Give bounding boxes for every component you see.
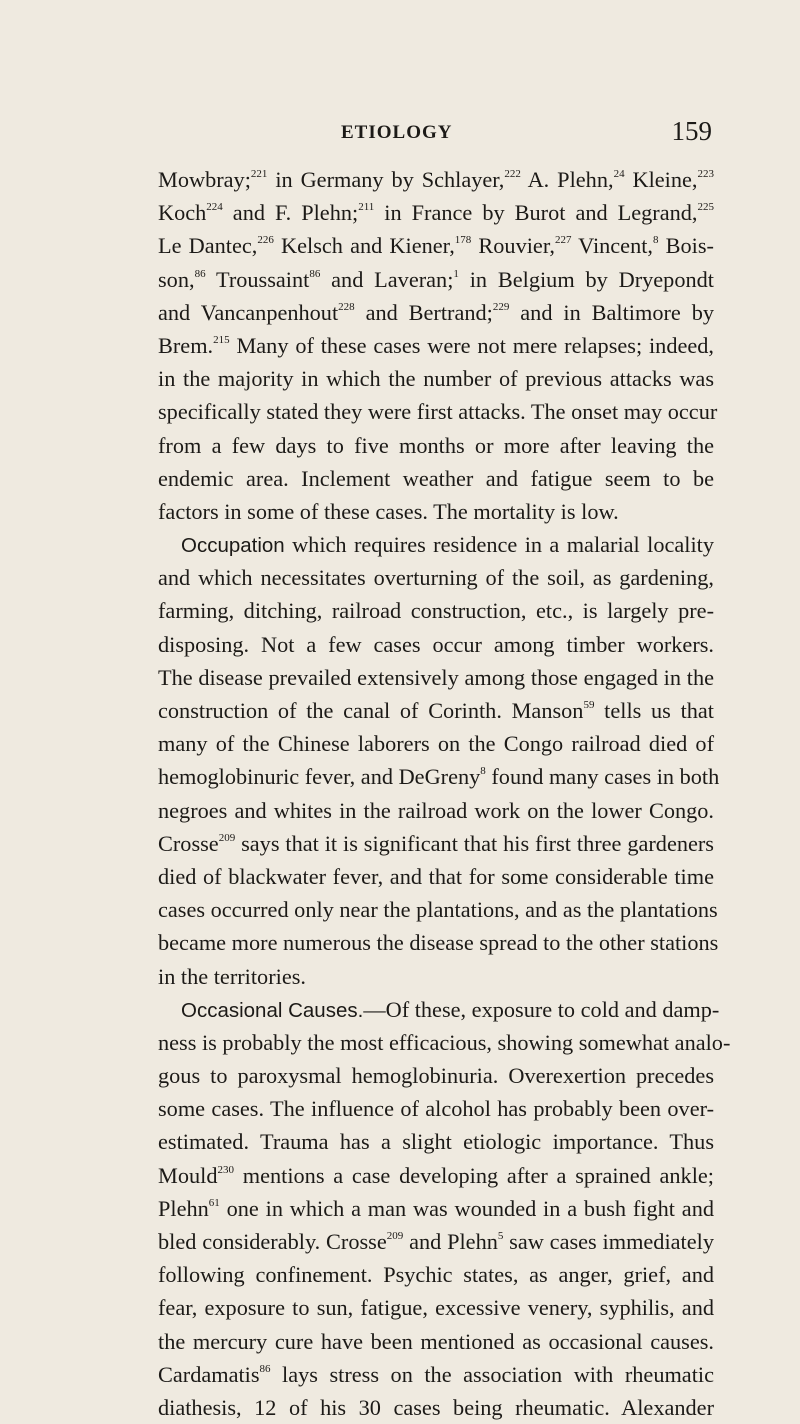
text-line: the mercury cure have been mentioned as occasional causes. [158,1328,714,1354]
text-line: and which necessitates overturning of the soil, as gardening, [158,565,714,591]
text-line: Crosse$^{209}$ says that it is significant that his first three gardeners [158,830,714,856]
section-heading-occupation: Occupation [181,534,285,558]
text-line: The disease prevailed extensively among those engaged in the [158,664,714,690]
page-header [158,116,714,156]
text-line: construction of the canal of Corinth. Manson$^{59}$ tells us that [158,698,714,723]
text-line: Mould$^{230}$ mentions a case developing after a sprained ankle; [158,1162,714,1188]
text-line: from a few days to five months or more after leaving the [158,432,714,458]
body-text [158,163,731,1424]
text-line: and Vancanpenhout$^{228}$ and Bertrand;$^{229}$ and in Baltimore by [158,299,715,325]
text-line: disposing. Not a few cases occur among timber workers. [158,631,714,657]
text-line: following confinement. Psychic states, as anger, grief, and [158,1262,714,1288]
text-line: gous to paroxysmal hemoglobinuria. Overexertion precedes [158,1063,714,1089]
text-line: specifically stated they were first attacks. The onset may occur [158,399,718,425]
text-line: Koch$^{224}$ and F. Plehn;$^{211}$ in France by Burot and Legrand,$^{225}$ [158,200,714,226]
text-line: bled considerably. Crosse$^{209}$ and Plehn$^5$ saw cases immediately [158,1229,714,1254]
section-heading-occasional-causes: Occasional Causes. [181,998,364,1022]
text-line: Plehn$^{61}$ one in which a man was wounded in a bush fight and [158,1195,714,1221]
text-line: estimated. Trauma has a slight etiologic importance. Thus [158,1129,714,1155]
text-line: in the territories. [158,963,306,989]
text-line: in the majority in which the number of previous attacks was [158,366,714,392]
text-line: negroes and whites in the railroad work on the lower Congo. [158,797,714,823]
running-head: ETIOLOGY [341,122,453,143]
text-line: Occasional Causes.—Of these, exposure to cold and damp- [181,996,720,1022]
text-line: became more numerous the disease spread to the other stations [158,930,719,956]
text-line: fear, exposure to sun, fatigue, excessive venery, syphilis, and [158,1295,714,1321]
text-line: many of the Chinese laborers on the Congo railroad died of [158,731,714,757]
text-line: Occupation which requires residence in a malarial locality [181,532,714,558]
text-line: Mowbray;$^{221}$ in Germany by Schlayer,$^{222}$ A. Plehn,$^{24}$ Kleine,$^{223}$ [158,167,714,192]
text-line: son,$^{86}$ Troussaint$^{86}$ and Laveran;$^1$ in Belgium by Dryepondt [158,266,714,292]
text-line: Brem.$^{215}$ Many of these cases were not mere relapses; indeed, [158,332,714,358]
page-number: 159 [671,116,712,146]
text-line: died of blackwater fever, and that for some considerable time [158,863,714,889]
text-line: Le Dantec,$^{226}$ Kelsch and Kiener,$^{178}$ Rouvier,$^{227}$ Vincent,$^8$ Bois- [158,233,714,259]
text-line: endemic area. Inclement weather and fatigue seem to be [158,465,714,491]
text-line: factors in some of these cases. The mortality is low. [158,498,619,524]
text-line: ness is probably the most efficacious, showing somewhat analo- [158,1029,731,1055]
text-line: cases occurred only near the plantations, and as the plantations [158,897,718,923]
text-line: diathesis, 12 of his 30 cases being rheumatic. Alexander [158,1394,714,1420]
text-line: some cases. The influence of alcohol has probably been over- [158,1096,714,1122]
text-line: hemoglobinuric fever, and DeGreny$^8$ found many cases in both [158,764,720,790]
text-line: Cardamatis$^{86}$ lays stress on the association with rheumatic [158,1361,714,1387]
text-line: farming, ditching, railroad construction, etc., is largely pre- [158,598,714,624]
